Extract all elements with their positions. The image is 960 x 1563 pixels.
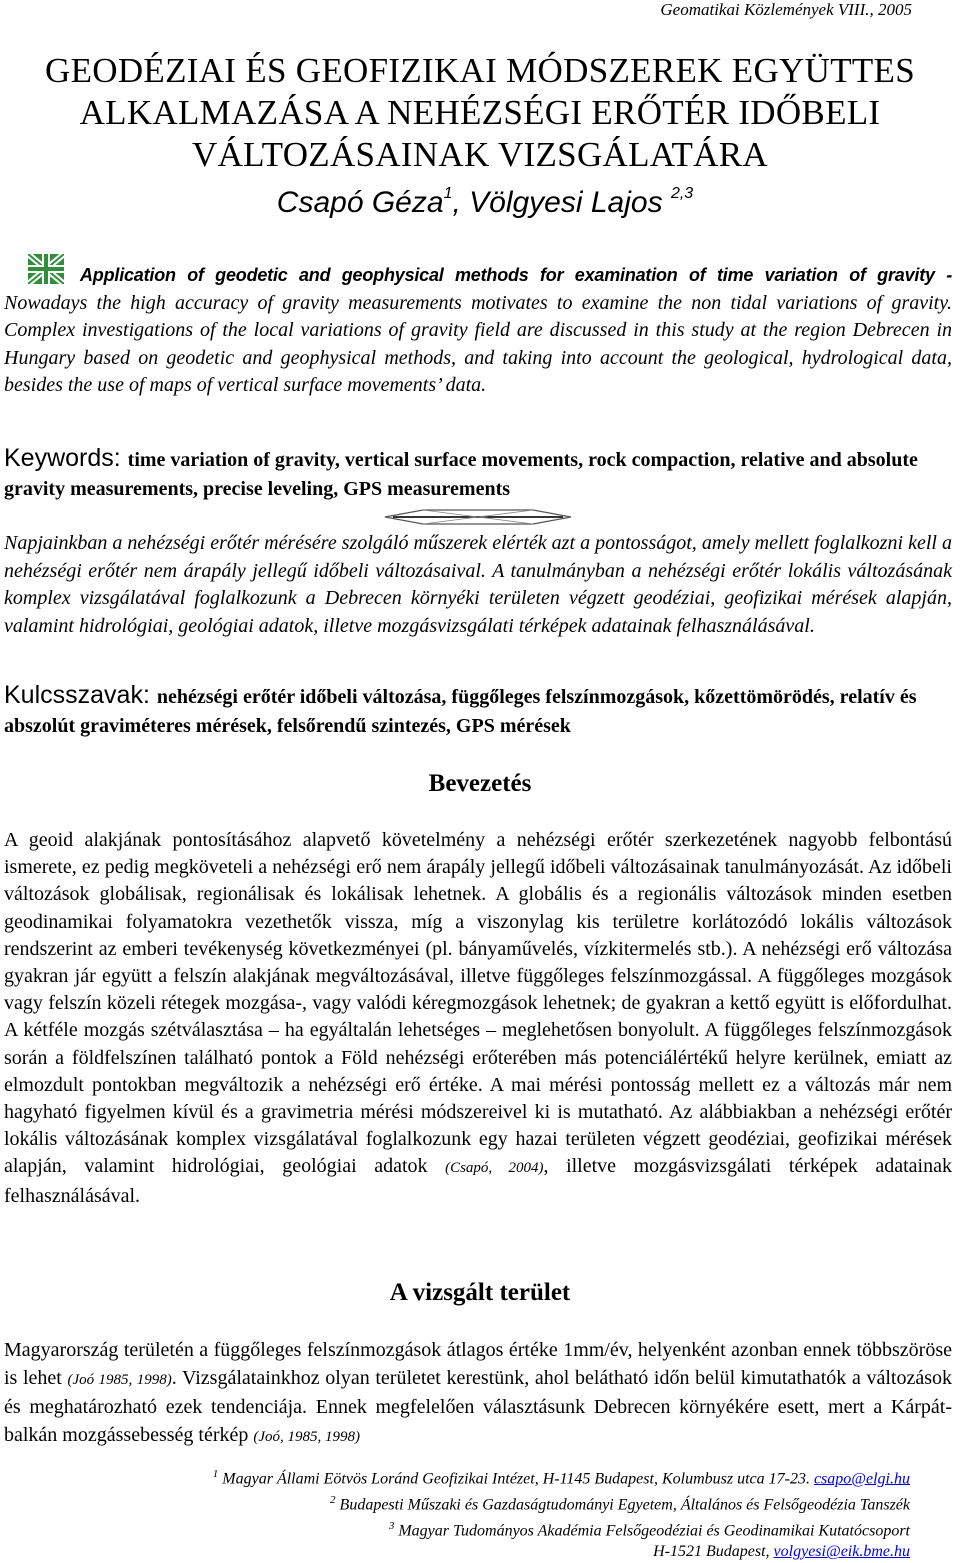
section-2-text-2: . Vizsgálatainkhoz olyan területet kerestünk, ahol belátható időn belül kimutathatók a változások és meghatározható ezek tendenciája. Ennek megfelelően választásunk Debrecen környékére esett, mert a Kárpát-balkán mozgássebesség térkép	[4, 1366, 952, 1446]
email-link-volgyesi[interactable]: volgyesi@eik.bme.hu	[773, 1543, 910, 1561]
abstract-text: Nowadays the high accuracy of gravity measurements motivates to examine the non tidal variations of gravity. Complex investigations of the local variations of gravity field are discussed in this study at the region Debrecen in Hungary based on geodetic and geophysical methods, and taking into account the geological, hydrological data, besides the use of maps of vertical surface movements’ data.	[4, 291, 952, 396]
footnote-text: Magyar Állami Eötvös Loránd Geofizikai Intézet, H-1145 Budapest, Kolumbusz utca 17-23.	[218, 1470, 814, 1488]
author-list	[0, 185, 960, 220]
footnote-3	[213, 1516, 910, 1542]
author-1-affiliation: 1	[443, 185, 453, 202]
kulcsszavak-text: nehézségi erőtér időbeli változása, függőleges felszínmozgások, kőzettömörödés, relatív és abszolút graviméteres mérések, felsőrendű szintezés, GPS mérések	[4, 686, 917, 737]
author-separator: ,	[452, 186, 470, 219]
footnote-1	[213, 1464, 910, 1490]
section-2-body	[4, 1337, 952, 1451]
section-heading-vizsgalt-terulet: A vizsgált terület	[389, 1279, 571, 1306]
ornament-divider-icon	[383, 506, 573, 528]
footnotes	[213, 1464, 910, 1563]
abstract-english	[4, 262, 952, 400]
author-1: Csapó Géza	[276, 186, 444, 219]
abstract-title: Application of geodetic and geophysical methods for examination of time variation of gravity -	[80, 265, 952, 285]
footnote-2	[213, 1490, 910, 1516]
keywords-label: Keywords:	[4, 444, 128, 472]
citation: (Joó, 1985, 1998)	[253, 1428, 361, 1445]
footnote-text: Magyar Tudományos Akadémia Felsőgeodéziai és Geodinamikai Kutatócsoport	[394, 1521, 910, 1539]
footnote-marker: 2	[330, 1493, 336, 1506]
keywords-english	[4, 444, 952, 504]
author-2-affiliation: 2,3	[670, 185, 694, 202]
keywords-hungarian	[4, 681, 952, 741]
paper-title	[30, 50, 930, 176]
footnote-marker: 3	[388, 1519, 395, 1532]
keywords-text: time variation of gravity, vertical surface movements, rock compaction, relative and absolute gravity measurements, precise leveling, GPS measurements	[4, 449, 918, 500]
citation: (Joó 1985, 1998)	[67, 1371, 172, 1388]
footnote-text: H-1521 Budapest,	[653, 1543, 774, 1561]
abstract-hungarian: Napjainkban a nehézségi erőtér mérésére szolgáló műszerek elérték azt a pontosságot, amely mellett foglalkozni kell a nehézségi erőtér nem árapály jellegű időbeli változásaival. A tanulmányban a nehézségi erőtér lokális változásának komplex vizsgálatával foglalkozunk a Debrecen környéki területen végzett geodéziai, geofizikai mérések alapján, valamint hidrológiai, geológiai adatok, illetve mozgásvizsgálati térképek adatainak felhasználásával.	[4, 532, 952, 637]
section-1-text: A geoid alakjának pontosításához alapvető követelmény a nehézségi erőtér szerkezetének nagyobb felbontású ismerete, ez pedig megköveteli a nehézségi erő nem árapály jellegű időbeli változásainak tanulmányozását. Az időbeli változások globálisak, regionálisak és lokálisak lehetnek. A globális és a regionális változások minden esetben geodinamikai folyamatokra vezethetők vissza, míg a viszonylag kis területre korlátozódó lokális változások rendszerint az emberi tevékenység következményei (pl. bányaművelés, vízkitermelés stb.). A nehézségi erő változása gyakran jár együtt a felszín alakjának megváltozásával, illetve függőleges felszínmozgással. A függőleges mozgások vagy felszín közeli rétegek mozgása-, vagy valódi kéregmozgások lehetnek; de gyakran a kettő együtt is előfordulhat. A kétféle mozgás szétválasztása – ha egyáltalán lehetséges – meglehetősen bonyolult. A függőleges felszínmozgások során a földfelszínen található pontok a Föld nehézségi erőterében más potenciálértékű helyre kerülnek, emiatt az elmozdult pontokban megváltozik a nehézségi erő értéke. A mai mérési pontosság mellett ez a változás már nem hagyható figyelmen kívül és a gravimetria mérési módszereivel ki is mutatható. Az alábbiakban a nehézségi erőtér lokális változásának komplex vizsgálatával foglalkozunk egy hazai területen végzett geodéziai, geofizikai mérések alapján, valamint hidrológiai, geológiai adatok	[4, 829, 952, 1178]
title-line-3: VÁLTOZÁSAINAK VIZSGÁLATÁRA	[192, 135, 768, 174]
journal-header: Geomatikai Közlemények VIII., 2005	[660, 0, 912, 19]
title-line-1: GEODÉZIAI ÉS GEOFIZIKAI MÓDSZEREK EGYÜTTES	[45, 51, 915, 90]
section-heading-bevezetes: Bevezetés	[428, 770, 532, 797]
section-1-body	[4, 827, 952, 1210]
email-link-csapo[interactable]: csapo@elgi.hu	[813, 1470, 910, 1488]
section-2-text-1: Magyarország területén a függőleges felszínmozgások átlagos értéke 1mm/év, helyenként azonban ennek többszöröse is lehet	[4, 1339, 952, 1389]
footnote-3-address	[213, 1541, 910, 1563]
author-2: Völgyesi Lajos	[469, 186, 671, 219]
section-1-text-end: , illetve mozgásvizsgálati térképek adatainak felhasználásával.	[4, 1155, 952, 1207]
footnote-marker: 1	[212, 1468, 219, 1480]
citation: (Csapó, 2004)	[445, 1160, 544, 1177]
footnote-text: Budapesti Műszaki és Gazdaságtudományi Egyetem, Általános és Felsőgeodézia Tanszék	[335, 1496, 910, 1514]
title-line-2: ALKALMAZÁSA A NEHÉZSÉGI ERŐTÉR IDŐBELI	[79, 93, 881, 132]
kulcsszavak-label: Kulcsszavak:	[4, 681, 157, 709]
